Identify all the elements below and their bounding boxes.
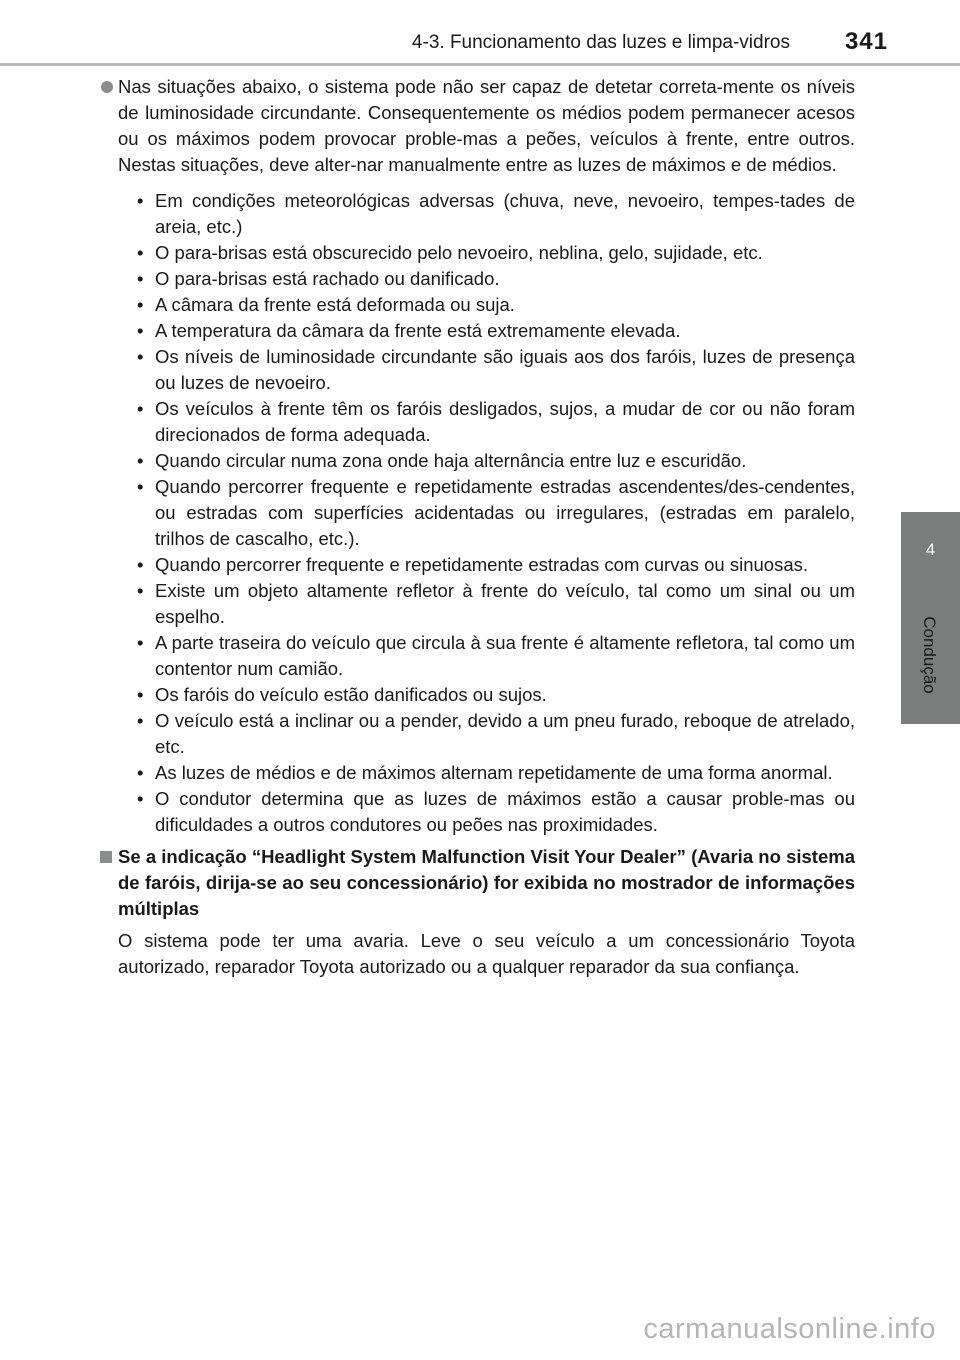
list-item	[100, 578, 855, 630]
square-bullet-icon	[100, 851, 112, 863]
bullet-dot-icon: •	[137, 190, 144, 211]
list-item	[100, 474, 855, 552]
page-content	[100, 74, 855, 980]
list-item-text: Em condições meteorológicas adversas (chuva, neve, nevoeiro, tempes-tades de areia, etc.)	[155, 190, 855, 237]
chapter-title: 4-3. Funcionamento das luzes e limpa-vidros	[411, 32, 790, 53]
chapter-tab-label: Condução	[920, 616, 939, 694]
bullet-dot-icon: •	[137, 476, 144, 497]
list-item-text: O veículo está a inclinar ou a pender, devido a um pneu furado, reboque de atrelado, etc.	[155, 710, 855, 757]
intro-block	[100, 74, 855, 178]
list-item-text: As luzes de médios e de máximos alternam repetidamente de uma forma anormal.	[155, 762, 833, 783]
list-item	[100, 682, 855, 708]
conditions-list	[100, 188, 855, 838]
list-item	[100, 760, 855, 786]
list-item	[100, 396, 855, 448]
bullet-dot-icon: •	[137, 268, 144, 289]
list-item	[100, 344, 855, 396]
list-item-text: Existe um objeto altamente refletor à frente do veículo, tal como um sinal ou um espelho.	[155, 580, 855, 627]
bullet-dot-icon: •	[137, 632, 144, 653]
bullet-dot-icon: •	[137, 320, 144, 341]
bullet-dot-icon: •	[137, 762, 144, 783]
page-header	[0, 0, 960, 66]
bullet-dot-icon: •	[137, 684, 144, 705]
bullet-dot-icon: •	[137, 710, 144, 731]
watermark: carmanualsonline.info	[643, 1313, 936, 1345]
bullet-dot-icon: •	[137, 242, 144, 263]
list-item-text: Os faróis do veículo estão danificados ou sujos.	[155, 684, 547, 705]
list-item	[100, 266, 855, 292]
section-body: O sistema pode ter uma avaria. Leve o seu veículo a um concessionário Toyota autorizado, reparador Toyota autorizado ou a qualquer reparador da sua confiança.	[118, 930, 855, 977]
list-item-text: O condutor determina que as luzes de máximos estão a causar proble-mas ou dificuldades a outros condutores ou peões nas proximidades.	[155, 788, 855, 835]
list-item	[100, 188, 855, 240]
list-item	[100, 786, 855, 838]
bullet-dot-icon: •	[137, 554, 144, 575]
list-item-text: Os veículos à frente têm os faróis desligados, sujos, a mudar de cor ou não foram direcionados de forma adequada.	[155, 398, 855, 445]
header-divider	[0, 63, 960, 66]
list-item-text: Quando circular numa zona onde haja alternância entre luz e escuridão.	[155, 450, 747, 471]
section-heading-text: Se a indicação “Headlight System Malfunction Visit Your Dealer” (Avaria no sistema de faróis, dirija-se ao seu concessionário) for exibida no mostrador de informações múltiplas	[118, 846, 855, 919]
bullet-dot-icon: •	[137, 346, 144, 367]
list-item	[100, 630, 855, 682]
bullet-dot-icon: •	[137, 398, 144, 419]
list-item-text: O para-brisas está obscurecido pelo nevoeiro, neblina, gelo, sujidade, etc.	[155, 242, 763, 263]
list-item	[100, 240, 855, 266]
list-item	[100, 552, 855, 578]
section-heading	[100, 844, 855, 922]
list-item	[100, 708, 855, 760]
list-item-text: A temperatura da câmara da frente está extremamente elevada.	[155, 320, 681, 341]
list-item	[100, 318, 855, 344]
bullet-dot-icon: •	[137, 788, 144, 809]
bullet-dot-icon: •	[137, 450, 144, 471]
list-item-text: Quando percorrer frequente e repetidamente estradas com curvas ou sinuosas.	[155, 554, 809, 575]
list-item-text: Quando percorrer frequente e repetidamente estradas ascendentes/des-cendentes, ou estradas com superfícies acidentadas ou irregulares, (estradas em paralelo, trilhos de cascalho, etc.).	[155, 476, 855, 549]
bullet-dot-icon: •	[137, 580, 144, 601]
list-item	[100, 292, 855, 318]
list-item-text: A câmara da frente está deformada ou suja.	[155, 294, 515, 315]
list-item-text: O para-brisas está rachado ou danificado.	[155, 268, 500, 289]
bullet-dot-icon: •	[137, 294, 144, 315]
intro-paragraph: Nas situações abaixo, o sistema pode não ser capaz de detetar correta-mente os níveis de luminosidade circundante. Consequentemente os médios podem permanecer acesos ou os máximos podem provocar proble-mas a peões, veículos à frente, entre outros. Nestas situações, deve alter-nar manualmente entre as luzes de máximos e de médios.	[118, 76, 855, 175]
page-number: 341	[844, 28, 888, 55]
list-item-text: A parte traseira do veículo que circula à sua frente é altamente refletora, tal como um contentor num camião.	[155, 632, 855, 679]
circle-bullet-icon	[101, 81, 113, 93]
list-item-text: Os níveis de luminosidade circundante são iguais aos dos faróis, luzes de presença ou luzes de nevoeiro.	[155, 346, 855, 393]
list-item	[100, 448, 855, 474]
chapter-tab-number: 4	[925, 540, 936, 559]
